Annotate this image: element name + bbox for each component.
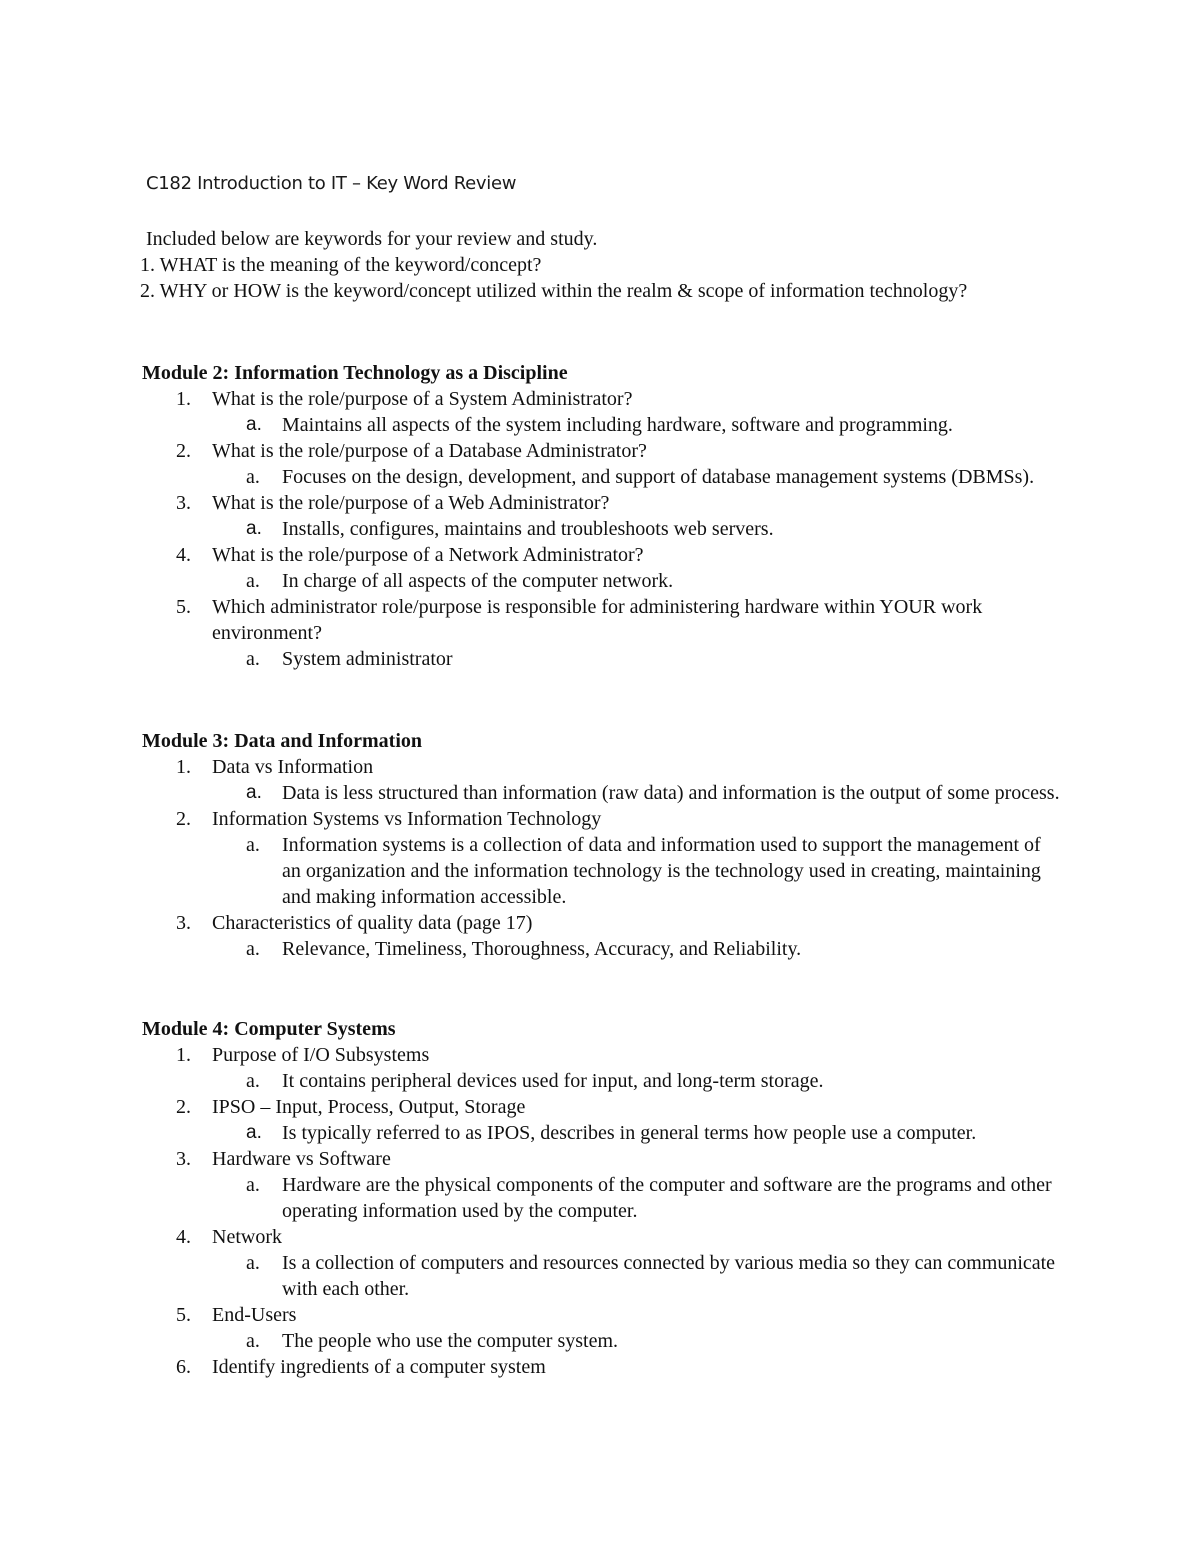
question-text: Information Systems vs Information Technology bbox=[212, 808, 602, 830]
question-text: Purpose of I/O Subsystems bbox=[212, 1044, 430, 1066]
question-number: 4. bbox=[176, 1226, 191, 1248]
answer-item bbox=[142, 936, 1062, 962]
answer-item bbox=[142, 1250, 1062, 1302]
question-item bbox=[142, 490, 1062, 516]
question-item bbox=[142, 1224, 1062, 1250]
answer-item bbox=[142, 464, 1062, 490]
question-number: 4. bbox=[176, 544, 191, 566]
answer-text: Relevance, Timeliness, Thoroughness, Accuracy, and Reliability. bbox=[282, 938, 802, 960]
answer-letter: a. bbox=[246, 1330, 260, 1352]
question-number: 1. bbox=[176, 756, 191, 778]
answer-text: Data is less structured than information (raw data) and information is the output of some process. bbox=[282, 782, 1060, 804]
question-item bbox=[142, 1146, 1062, 1172]
answer-text: The people who use the computer system. bbox=[282, 1330, 619, 1352]
question-number: 5. bbox=[176, 1304, 191, 1326]
answer-item bbox=[142, 832, 1062, 910]
question-text: Characteristics of quality data (page 17) bbox=[212, 912, 533, 934]
answer-text: It contains peripheral devices used for input, and long-term storage. bbox=[282, 1070, 824, 1092]
answer-letter: a. bbox=[246, 466, 260, 488]
answer-letter: a. bbox=[246, 648, 260, 670]
answer-text: Is typically referred to as IPOS, describes in general terms how people use a computer. bbox=[282, 1122, 977, 1144]
answer-letter: a. bbox=[246, 414, 262, 435]
question-item bbox=[142, 754, 1062, 780]
question-item bbox=[142, 386, 1062, 412]
question-item bbox=[142, 910, 1062, 936]
question-item bbox=[142, 1354, 1062, 1380]
question-item bbox=[142, 1302, 1062, 1328]
document-title: C182 Introduction to IT – Key Word Review bbox=[146, 173, 517, 194]
answer-letter: a. bbox=[246, 782, 262, 803]
question-text: IPSO – Input, Process, Output, Storage bbox=[212, 1096, 526, 1118]
answer-letter: a. bbox=[246, 570, 260, 592]
answer-item bbox=[142, 1068, 1062, 1094]
answer-item bbox=[142, 1328, 1062, 1354]
question-item bbox=[142, 542, 1062, 568]
question-text: What is the role/purpose of a System Administrator? bbox=[212, 388, 633, 410]
answer-item bbox=[142, 1120, 1062, 1146]
question-text: Which administrator role/purpose is responsible for administering hardware within YOUR work environment? bbox=[212, 596, 983, 644]
question-text: Hardware vs Software bbox=[212, 1148, 391, 1170]
answer-text: System administrator bbox=[282, 648, 453, 670]
answer-letter: a. bbox=[246, 834, 260, 856]
question-item bbox=[142, 1094, 1062, 1120]
answer-letter: a. bbox=[246, 938, 260, 960]
question-number: 5. bbox=[176, 596, 191, 618]
answer-text: Maintains all aspects of the system including hardware, software and programming. bbox=[282, 414, 953, 436]
intro-line: 1. WHAT is the meaning of the keyword/concept? bbox=[140, 254, 542, 276]
answer-letter: a. bbox=[246, 1174, 260, 1196]
module-3-section bbox=[142, 728, 1062, 962]
answer-text: Installs, configures, maintains and troubleshoots web servers. bbox=[282, 518, 774, 540]
module-heading: Module 4: Computer Systems bbox=[142, 1018, 396, 1040]
question-number: 3. bbox=[176, 1148, 191, 1170]
answer-item bbox=[142, 516, 1062, 542]
answer-item bbox=[142, 646, 1062, 672]
question-number: 1. bbox=[176, 388, 191, 410]
answer-text: In charge of all aspects of the computer network. bbox=[282, 570, 674, 592]
question-number: 6. bbox=[176, 1356, 191, 1378]
question-number: 3. bbox=[176, 492, 191, 514]
question-text: What is the role/purpose of a Web Administrator? bbox=[212, 492, 610, 514]
answer-letter: a. bbox=[246, 518, 262, 539]
module-heading: Module 3: Data and Information bbox=[142, 730, 423, 752]
question-text: Data vs Information bbox=[212, 756, 374, 778]
intro-line: 2. WHY or HOW is the keyword/concept utilized within the realm & scope of information technology? bbox=[140, 280, 968, 302]
answer-item bbox=[142, 568, 1062, 594]
answer-letter: a. bbox=[246, 1122, 262, 1143]
question-text: End-Users bbox=[212, 1304, 297, 1326]
intro-line: Included below are keywords for your review and study. bbox=[146, 228, 598, 250]
intro-block bbox=[140, 226, 1020, 304]
question-text: What is the role/purpose of a Database Administrator? bbox=[212, 440, 647, 462]
answer-letter: a. bbox=[246, 1252, 260, 1274]
question-item bbox=[142, 806, 1062, 832]
question-number: 1. bbox=[176, 1044, 191, 1066]
question-item bbox=[142, 1042, 1062, 1068]
answer-item bbox=[142, 1172, 1062, 1224]
question-number: 2. bbox=[176, 808, 191, 830]
answer-item bbox=[142, 412, 1062, 438]
answer-text: Hardware are the physical components of the computer and software are the programs and other operating information used by the computer. bbox=[282, 1174, 1052, 1222]
question-number: 2. bbox=[176, 1096, 191, 1118]
answer-text: Information systems is a collection of data and information used to support the management of an organization and the information technology is the technology used in creating, maintaining and making information accessible. bbox=[282, 834, 1041, 908]
answer-item bbox=[142, 780, 1062, 806]
module-4-section bbox=[142, 1016, 1062, 1380]
answer-text: Is a collection of computers and resources connected by various media so they can communicate with each other. bbox=[282, 1252, 1056, 1300]
question-text: Network bbox=[212, 1226, 282, 1248]
question-item bbox=[142, 594, 1062, 646]
question-number: 3. bbox=[176, 912, 191, 934]
answer-letter: a. bbox=[246, 1070, 260, 1092]
question-number: 2. bbox=[176, 440, 191, 462]
module-heading: Module 2: Information Technology as a Discipline bbox=[142, 362, 568, 384]
answer-text: Focuses on the design, development, and support of database management systems (DBMSs). bbox=[282, 466, 1035, 488]
question-text: What is the role/purpose of a Network Administrator? bbox=[212, 544, 644, 566]
question-item bbox=[142, 438, 1062, 464]
module-2-section bbox=[142, 360, 1062, 672]
question-text: Identify ingredients of a computer system bbox=[212, 1356, 546, 1378]
